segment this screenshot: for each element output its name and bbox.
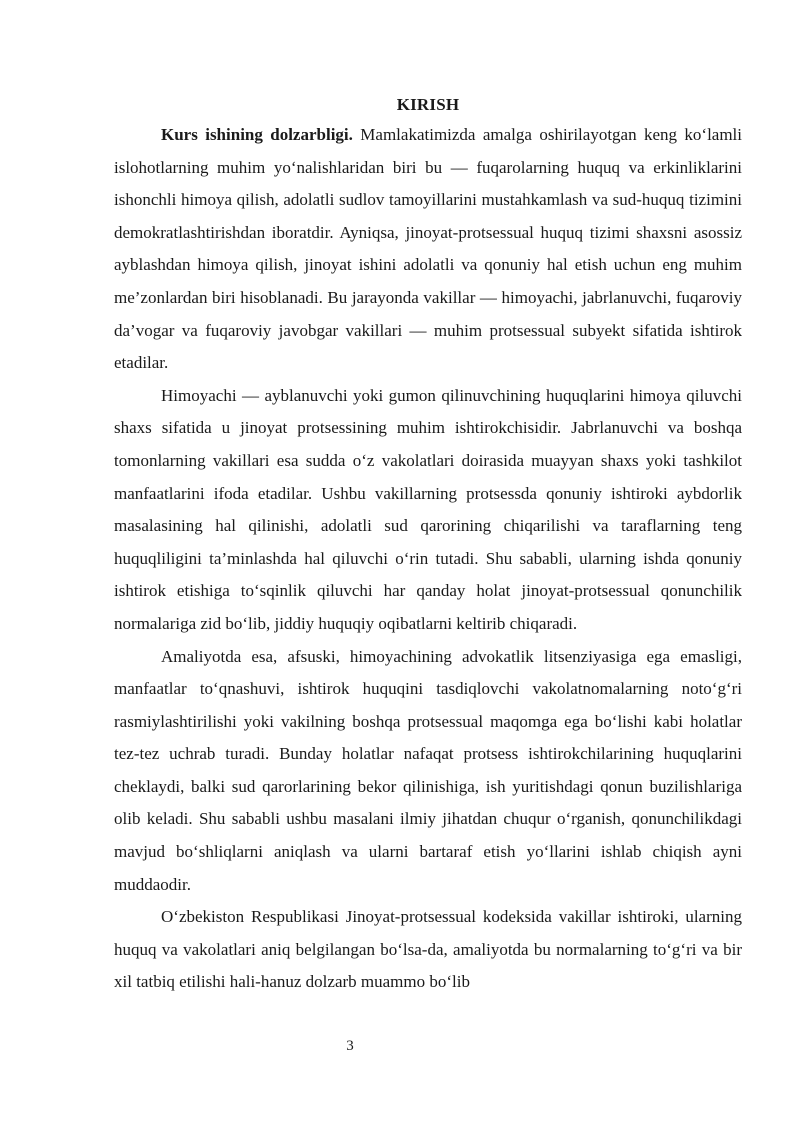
- section-heading: KIRISH: [396, 95, 460, 114]
- paragraph-lead: Kurs ishining dolzarbligi.: [161, 125, 353, 144]
- paragraph-relevance: [114, 119, 742, 380]
- paragraph-defender: Himoyachi — ayblanuvchi yoki gumon qilinuvchining huquqlarini himoya qiluvchi shaxs sifatida u jinoyat protsessining muhim ishtirokchisidir. Jabrlanuvchi va boshqa tomonlarning vakillari esa sudda o‘z vakolatlari doirasida muayyan shaxs yoki tashkilot manfaatlarini ifoda etadilar. Ushbu vakillarning protsessda qonuniy ishtiroki aybdorlik masalasining hal qilinishi, adolatli sud qarorining chiqarilishi va taraflarning teng huquqliligini ta’minlashda hal qiluvchi o‘rin tutadi. Shu sababli, ularning ishda qonuniy ishtirok etishiga to‘sqinlik qiluvchi har qanday holat jinoyat-protsessual qonunchilik normalariga zid bo‘lib, jiddiy huquqiy oqibatlarni keltirib chiqaradi.: [114, 385, 742, 633]
- page-number: 3: [346, 1038, 354, 1054]
- paragraph-text: Mamlakatimizda amalga oshirilayotgan keng ko‘lamli islohotlarning muhim yo‘nalishlaridan biri bu — fuqarolarning huquq va erkinliklarini ishonchli himoya qilish, adolatli sudlov tamoyillarini mustahkamlash va sud-huquq tizimini demokratlashtirishdan iboratdir. Ayniqsa, jinoyat-protsessual huquq tizimi shaxsni asossiz ayblashdan himoya qilish, jinoyat ishini adolatli va qonuniy hal etish uchun eng muhim me’zonlardan biri hisoblanadi. Bu jarayonda vakillar — himoyachi, jabrlanuvchi, fuqaroviy da’vogar va fuqaroviy javobgar vakillari — muhim protsessual subyekt sifatida ishtirok etadilar.: [114, 125, 743, 373]
- document-page: [114, 93, 742, 999]
- paragraph-practice: Amaliyotda esa, afsuski, himoyachining advokatlik litsenziyasiga ega emasligi, manfaatlar to‘qnashuvi, ishtirok huquqini tasdiqlovchi vakolatnomalarning noto‘g‘ri rasmiylashtirilishi yoki vakilning boshqa protsessual maqomga ega bo‘lishi kabi holatlar tez-tez uchrab turadi. Bunday holatlar nafaqat protsess ishtirokchilarining huquqlarini cheklaydi, balki sud qarorlarining bekor qilinishiga, ish yuritishdagi qonun buzilishlariga olib keladi. Shu sababli ushbu masalani ilmiy jihatdan chuqur o‘rganish, qonunchilikdagi mavjud bo‘shliqlarni aniqlash va ularni bartaraf etish yo‘llarini ishlab chiqish ayni muddaodir.: [114, 646, 742, 894]
- paragraph-code: O‘zbekiston Respublikasi Jinoyat-protsessual kodeksida vakillar ishtiroki, ularning huquq va vakolatlari aniq belgilangan bo‘lsa-da, amaliyotda bu normalarning to‘g‘ri va bir xil tatbiq etilishi hali-hanuz dolzarb muammo bo‘lib: [114, 907, 742, 992]
